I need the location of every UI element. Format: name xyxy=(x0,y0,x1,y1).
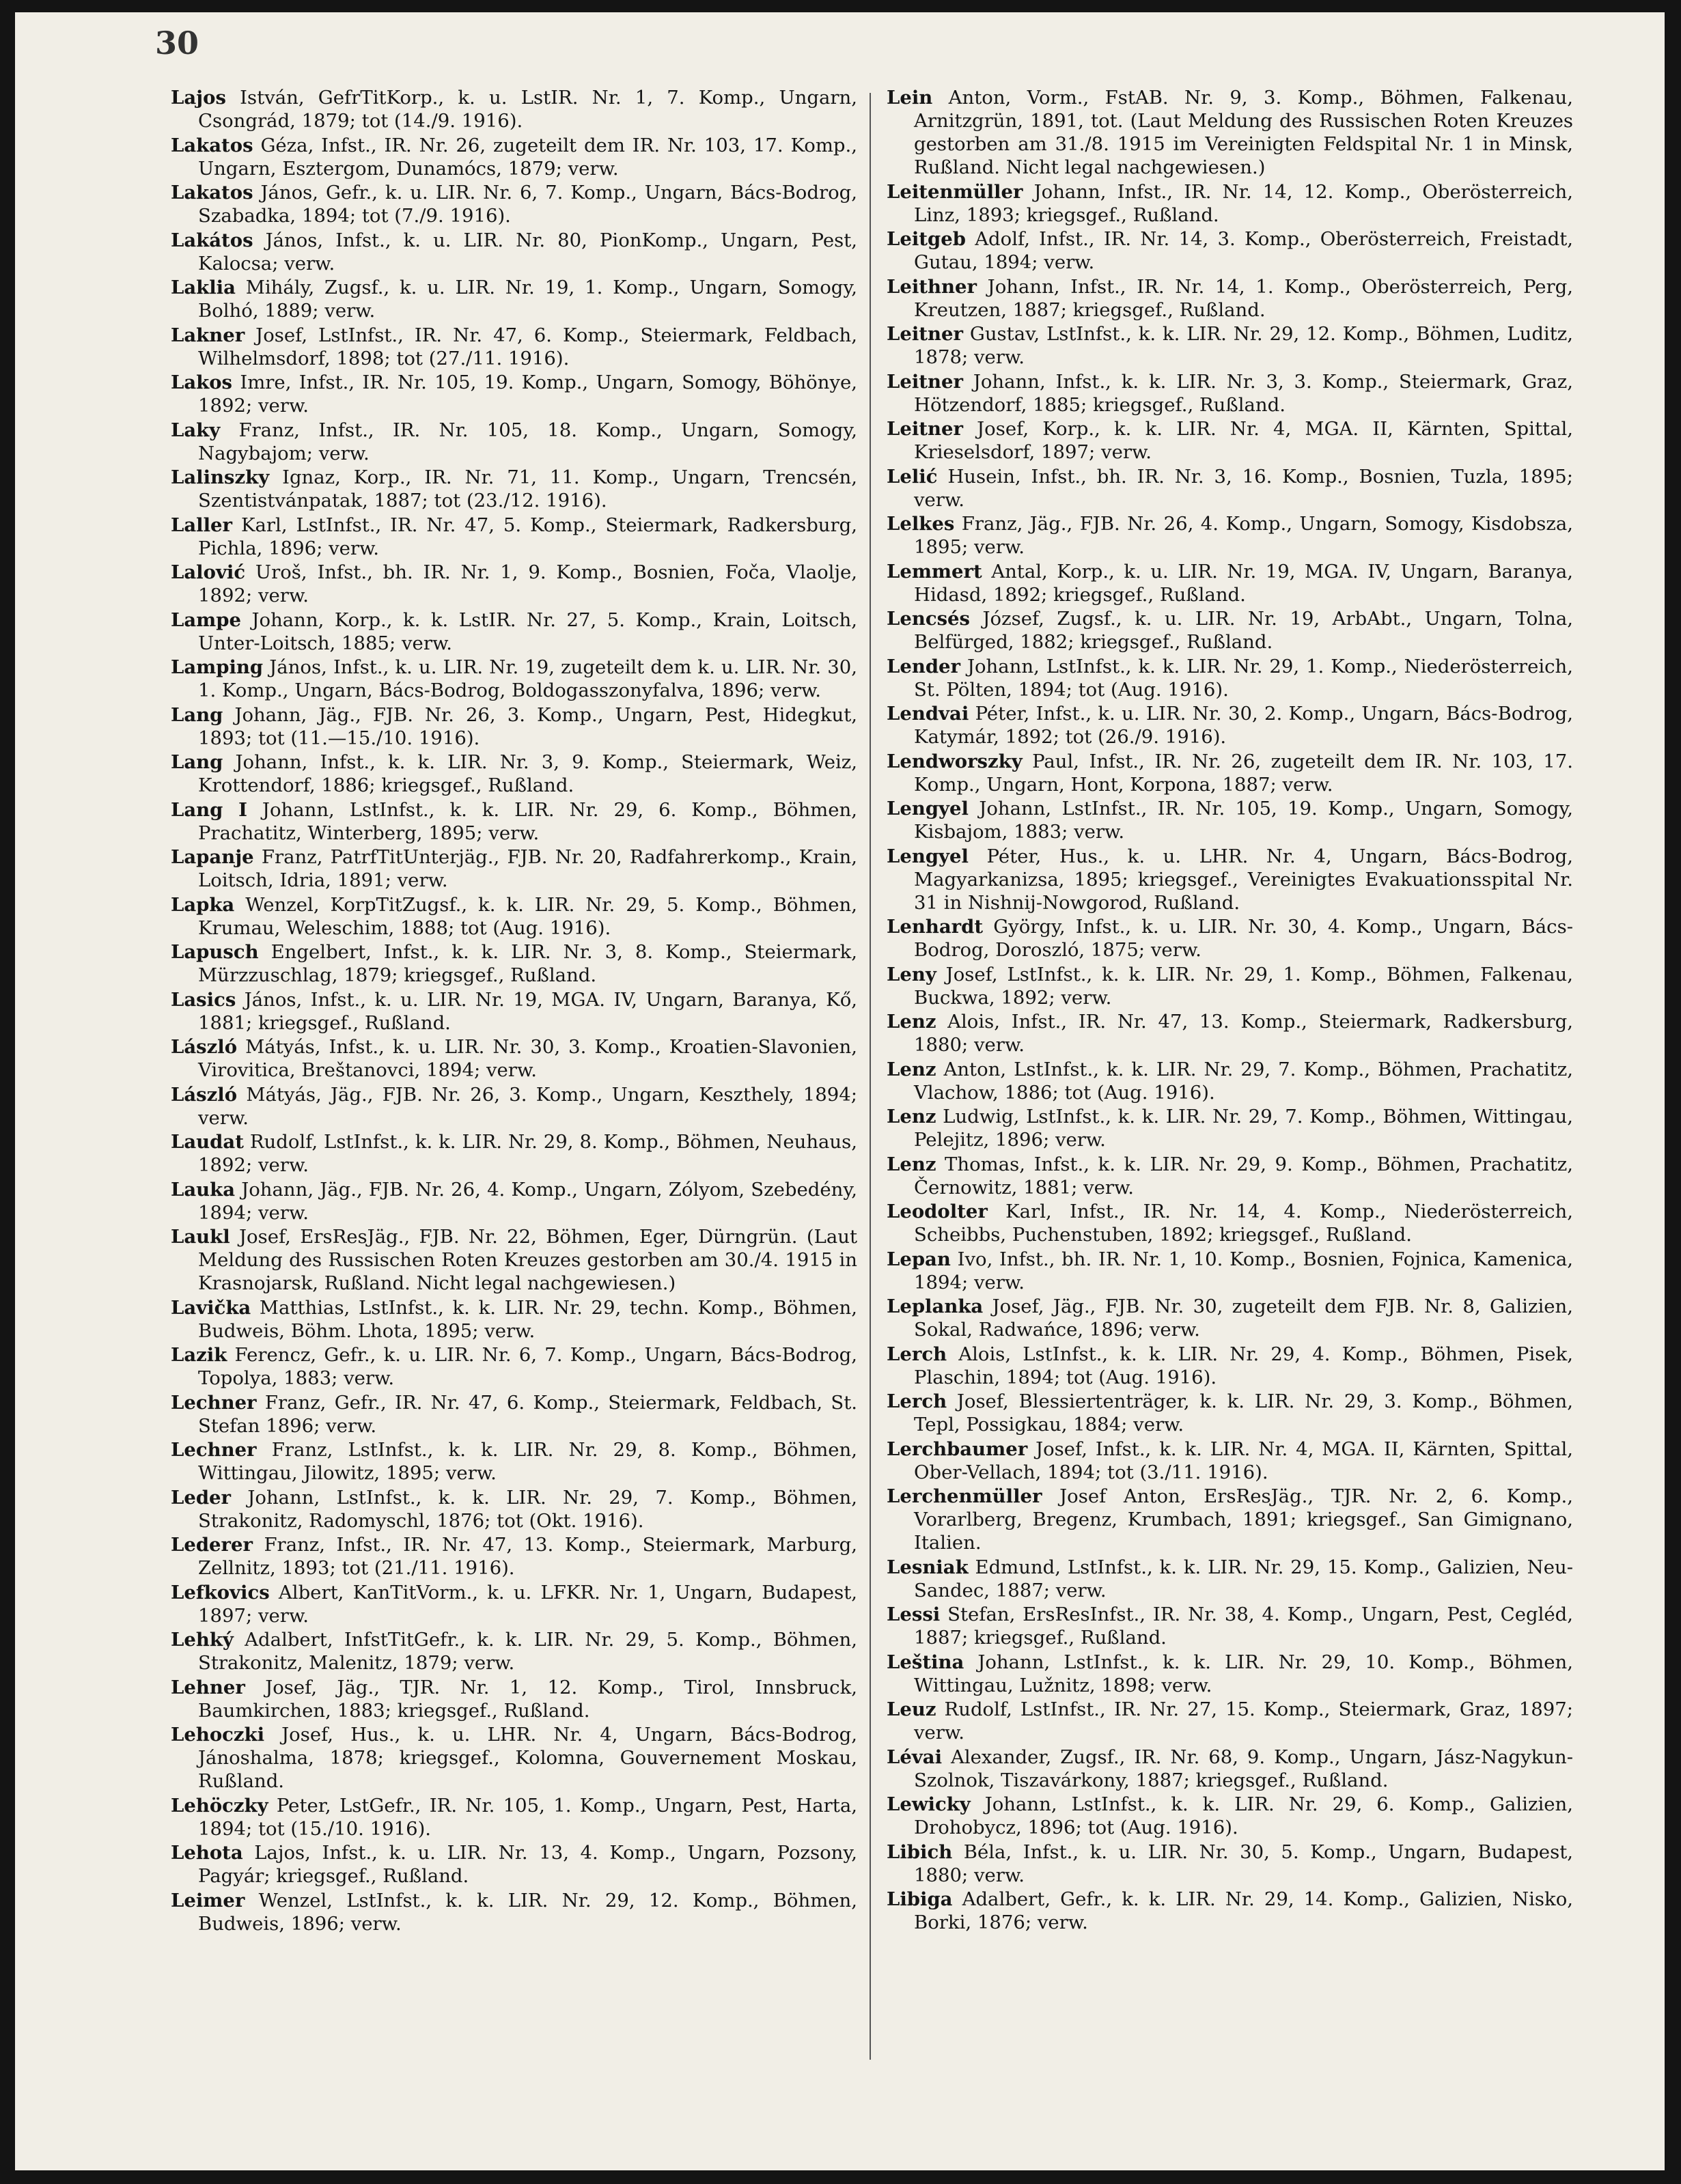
entry-details: Josef, Hus., k. u. LHR. Nr. 4, Ungarn, Bács-Bodrog, Jánoshalma, 1878; kriegsgef., Kolomna, Gouvernement Moskau, Rußland. xyxy=(198,1724,858,1792)
entry-surname: Leimer xyxy=(171,1889,245,1912)
entry-surname: Lengyel xyxy=(887,798,969,820)
list-entry xyxy=(171,1794,857,1840)
list-entry xyxy=(887,1485,1573,1554)
entry-surname: Leština xyxy=(887,1651,964,1673)
list-entry xyxy=(887,227,1573,274)
entry-surname: Lakner xyxy=(171,324,245,346)
entry-surname: Lakatos xyxy=(171,134,253,156)
entry-surname: Lerchbaumer xyxy=(887,1438,1028,1460)
entry-details: Franz, Infst., IR. Nr. 105, 18. Komp., Ungarn, Somogy, Nagybajom; verw. xyxy=(198,419,857,464)
list-entry xyxy=(887,180,1573,227)
entry-details: Péter, Hus., k. u. LHR. Nr. 4, Ungarn, Bács-Bodrog, Magyarkanizsa, 1895; kriegsgef., Vereinigtes Evakuationsspital Nr. 31 in Nishnij-Nowgorod, Rußland. xyxy=(914,845,1573,914)
entry-surname: Laller xyxy=(171,514,233,536)
entry-details: Ludwig, LstInfst., k. k. LIR. Nr. 29, 7. Komp., Böhmen, Wittingau, Pelejitz, 1896; verw. xyxy=(914,1106,1573,1151)
list-entry xyxy=(171,1130,857,1177)
entry-details: Josef, ErsResJäg., FJB. Nr. 22, Böhmen, Eger, Dürngrün. (Laut Meldung des Russischen Roten Kreuzes gestorben am 30./4. 1915 in Krasnojarsk, Rußland. Nicht legal nachgewiesen.) xyxy=(198,1226,858,1294)
entry-details: Rudolf, LstInfst., IR. Nr. 27, 15. Komp., Steiermark, Graz, 1897; verw. xyxy=(914,1698,1573,1744)
list-entry xyxy=(171,798,857,845)
entry-details: Franz, Infst., IR. Nr. 47, 13. Komp., Steiermark, Marburg, Zellnitz, 1893; tot (21./11. 1916). xyxy=(198,1534,857,1579)
entry-details: Paul, Infst., IR. Nr. 26, zugeteilt dem IR. Nr. 103, 17. Komp., Ungarn, Hont, Korpona, 1887; verw. xyxy=(914,750,1573,796)
list-entry xyxy=(887,86,1573,179)
entry-surname: Lencsés xyxy=(887,608,971,630)
entry-details: Josef, LstInfst., k. k. LIR. Nr. 29, 1. Komp., Böhmen, Falkenau, Buckwa, 1892; verw. xyxy=(914,963,1573,1009)
entry-surname: Libiga xyxy=(887,1888,953,1910)
entry-surname: Lender xyxy=(887,655,961,677)
list-entry xyxy=(171,181,857,227)
entry-surname: Lapka xyxy=(171,893,235,916)
list-entry xyxy=(887,1343,1573,1389)
entry-surname: Lendvai xyxy=(887,703,969,725)
entry-details: Adalbert, Gefr., k. k. LIR. Nr. 29, 14. Komp., Galizien, Nisko, Borki, 1876; verw. xyxy=(914,1888,1573,1933)
list-entry xyxy=(171,1723,857,1793)
entry-details: Edmund, LstInfst., k. k. LIR. Nr. 29, 15. Komp., Galizien, Neu-Sandec, 1887; verw. xyxy=(914,1556,1573,1601)
list-entry xyxy=(171,1841,857,1888)
entry-details: Antal, Korp., k. u. LIR. Nr. 19, MGA. IV, Ungarn, Baranya, Hidasd, 1892; kriegsgef., Rußland. xyxy=(914,560,1573,606)
list-entry xyxy=(887,1390,1573,1436)
entry-details: János, Infst., k. u. LIR. Nr. 19, zugeteilt dem k. u. LIR. Nr. 30, 1. Komp., Ungarn, Bács-Bodrog, Boldogasszonyfalva, 1896; verw. xyxy=(198,656,857,701)
entry-surname: Lederer xyxy=(171,1534,253,1556)
page-number: 30 xyxy=(155,25,199,61)
entry-surname: Lerch xyxy=(887,1390,947,1412)
entry-surname: Lenz xyxy=(887,1153,936,1175)
list-entry xyxy=(887,275,1573,322)
entry-surname: Lapanje xyxy=(171,846,254,868)
entry-surname: Lehký xyxy=(171,1629,234,1651)
entry-details: Rudolf, LstInfst., k. k. LIR. Nr. 29, 8. Komp., Böhmen, Neuhaus, 1892; verw. xyxy=(198,1131,857,1176)
entry-surname: Laukl xyxy=(171,1226,230,1248)
entry-surname: Lauka xyxy=(171,1178,236,1201)
entry-surname: Lakatos xyxy=(171,182,253,204)
list-entry xyxy=(887,702,1573,748)
entry-surname: Lein xyxy=(887,87,933,109)
entry-details: Thomas, Infst., k. k. LIR. Nr. 29, 9. Komp., Böhmen, Prachatitz, Černowitz, 1881; verw. xyxy=(914,1153,1573,1199)
entry-surname: Lavička xyxy=(171,1296,251,1319)
list-entry xyxy=(171,656,857,702)
list-entry xyxy=(171,86,857,132)
column-divider xyxy=(870,93,871,2060)
entry-details: Imre, Infst., IR. Nr. 105, 19. Komp., Ungarn, Somogy, Böhönye, 1892; verw. xyxy=(198,372,857,417)
entry-surname: Lechner xyxy=(171,1439,257,1461)
entry-surname: Libich xyxy=(887,1840,953,1863)
entry-details: Josef, Jäg., FJB. Nr. 30, zugeteilt dem FJB. Nr. 8, Galizien, Sokal, Radwańce, 1896; verw. xyxy=(914,1296,1573,1341)
entry-details: Johann, LstInfst., k. k. LIR. Nr. 29, 1. Komp., Niederösterreich, St. Pölten, 1894; tot (Aug. 1916). xyxy=(914,655,1573,701)
list-entry xyxy=(171,845,857,892)
entry-details: Lajos, Infst., k. u. LIR. Nr. 13, 4. Komp., Ungarn, Pozsony, Pagyár; kriegsgef., Rußland. xyxy=(198,1842,857,1887)
entry-surname: Lehota xyxy=(171,1842,243,1864)
entry-details: Peter, LstGefr., IR. Nr. 105, 1. Komp., Ungarn, Pest, Harta, 1894; tot (15./10. 1916). xyxy=(198,1794,857,1840)
list-entry xyxy=(171,608,857,655)
list-entry xyxy=(171,419,857,465)
entry-details: Adolf, Infst., IR. Nr. 14, 3. Komp., Oberösterreich, Freistadt, Gutau, 1894; verw. xyxy=(914,228,1573,273)
list-entry xyxy=(171,1343,857,1390)
entry-surname: Leuz xyxy=(887,1698,936,1720)
list-entry xyxy=(171,466,857,512)
entry-surname: Lengyel xyxy=(887,845,969,867)
book-page xyxy=(15,12,1665,2170)
entry-surname: Lenhardt xyxy=(887,916,984,938)
entry-surname: Laudat xyxy=(171,1131,244,1153)
entry-details: Béla, Infst., k. u. LIR. Nr. 30, 5. Komp., Ungarn, Budapest, 1880; verw. xyxy=(914,1840,1573,1886)
entry-surname: Lerchenmüller xyxy=(887,1485,1042,1507)
entry-details: Josef, Blessiertenträger, k. k. LIR. Nr. 29, 3. Komp., Böhmen, Tepl, Possigkau, 1884; verw. xyxy=(914,1390,1573,1436)
list-entry xyxy=(171,229,857,275)
entry-surname: László xyxy=(171,1083,238,1106)
entry-details: János, Gefr., k. u. LIR. Nr. 6, 7. Komp., Ungarn, Bács-Bodrog, Szabadka, 1894; tot (7./9. 1916). xyxy=(198,182,858,227)
entry-details: Alois, Infst., IR. Nr. 47, 13. Komp., Steiermark, Radkersburg, 1880; verw. xyxy=(914,1011,1573,1056)
entry-surname: Lenz xyxy=(887,1106,936,1128)
entry-surname: László xyxy=(171,1036,238,1058)
entry-surname: Lelkes xyxy=(887,513,955,535)
entry-surname: Lenz xyxy=(887,1011,936,1033)
entry-surname: Lazik xyxy=(171,1344,227,1366)
list-entry xyxy=(887,915,1573,962)
entry-details: Wenzel, KorpTitZugsf., k. k. LIR. Nr. 29, 5. Komp., Böhmen, Krumau, Weleschim, 1888; tot (Aug. 1916). xyxy=(198,893,857,939)
entry-surname: Lehoczki xyxy=(171,1724,265,1746)
list-entry xyxy=(171,940,857,987)
entry-details: Johann, Korp., k. k. LstIR. Nr. 27, 5. Komp., Krain, Loitsch, Unter-Loitsch, 1885; verw. xyxy=(198,608,857,654)
list-entry xyxy=(887,512,1573,559)
entry-surname: Lemmert xyxy=(887,560,982,583)
list-entry xyxy=(887,607,1573,654)
list-entry xyxy=(171,1628,857,1675)
entry-surname: Lakos xyxy=(171,372,233,393)
entry-details: Karl, Infst., IR. Nr. 14, 4. Komp., Niederösterreich, Scheibbs, Puchenstuben, 1892; kriegsgef., Rußland. xyxy=(914,1201,1573,1246)
entry-surname: Laklia xyxy=(171,277,236,298)
list-entry xyxy=(171,1438,857,1485)
entry-surname: Leny xyxy=(887,963,936,985)
entry-details: Johann, LstInfst., k. k. LIR. Nr. 29, 10. Komp., Böhmen, Wittingau, Lužnitz, 1898; verw. xyxy=(914,1651,1573,1696)
list-entry xyxy=(171,134,857,180)
entry-surname: Leitner xyxy=(887,323,963,345)
entry-details: Wenzel, LstInfst., k. k. LIR. Nr. 29, 12. Komp., Böhmen, Budweis, 1896; verw. xyxy=(198,1889,857,1935)
entry-surname: Leitner xyxy=(887,370,963,393)
entry-details: Johann, Infst., IR. Nr. 14, 1. Komp., Oberösterreich, Perg, Kreutzen, 1887; kriegsgef., Rußland. xyxy=(914,275,1573,321)
entry-details: Franz, Jäg., FJB. Nr. 26, 4. Komp., Ungarn, Somogy, Kisdobsza, 1895; verw. xyxy=(914,513,1573,558)
list-entry xyxy=(171,1486,857,1532)
entry-details: Josef, Jäg., TJR. Nr. 1, 12. Komp., Tirol, Innsbruck, Baumkirchen, 1883; kriegsgef., Rußland. xyxy=(198,1676,857,1722)
entry-details: Engelbert, Infst., k. k. LIR. Nr. 3, 8. Komp., Steiermark, Mürzzuschlag, 1879; kriegsgef., Rußland. xyxy=(198,941,857,986)
entry-details: János, Infst., k. u. LIR. Nr. 80, PionKomp., Ungarn, Pest, Kalocsa; verw. xyxy=(198,229,857,275)
entry-details: Adalbert, InfstTitGefr., k. k. LIR. Nr. 29, 5. Komp., Böhmen, Strakonitz, Malenitz, 1879; verw. xyxy=(198,1629,857,1674)
entry-surname: Laky xyxy=(171,419,221,441)
entry-surname: Lasics xyxy=(171,988,236,1011)
entry-surname: Lepan xyxy=(887,1248,951,1270)
list-entry xyxy=(171,561,857,607)
list-entry xyxy=(887,322,1573,369)
list-entry xyxy=(887,1556,1573,1602)
list-entry xyxy=(171,514,857,560)
list-entry xyxy=(887,750,1573,796)
entry-details: Uroš, Infst., bh. IR. Nr. 1, 9. Komp., Bosnien, Foča, Vlaolje, 1892; verw. xyxy=(198,561,857,606)
entry-details: Franz, Gefr., IR. Nr. 47, 6. Komp., Steiermark, Feldbach, St. Stefan 1896; verw. xyxy=(198,1391,857,1437)
entry-details: György, Infst., k. u. LIR. Nr. 30, 4. Komp., Ungarn, Bács-Bodrog, Doroszló, 1875; verw. xyxy=(914,916,1573,961)
list-entry xyxy=(171,751,857,797)
entry-surname: Lewicky xyxy=(887,1793,971,1815)
entry-surname: Lalović xyxy=(171,561,246,583)
list-entry xyxy=(887,417,1573,464)
list-entry xyxy=(171,371,857,417)
list-entry xyxy=(887,1153,1573,1199)
entry-details: Husein, Infst., bh. IR. Nr. 3, 16. Komp., Bosnien, Tuzla, 1895; verw. xyxy=(914,465,1573,511)
entry-details: Johann, Infst., k. k. LIR. Nr. 3, 3. Komp., Steiermark, Graz, Hötzendorf, 1885; kriegsgef., Rußland. xyxy=(914,370,1573,416)
list-entry xyxy=(887,1793,1573,1839)
entry-surname: Leder xyxy=(171,1486,232,1509)
entry-details: Karl, LstInfst., IR. Nr. 47, 5. Komp., Steiermark, Radkersburg, Pichla, 1896; verw. xyxy=(198,514,858,559)
list-entry xyxy=(171,1178,857,1224)
list-entry xyxy=(887,845,1573,914)
entry-details: Anton, Vorm., FstAB. Nr. 9, 3. Komp., Böhmen, Falkenau, Arnitzgrün, 1891, tot. (Laut Meldung des Russischen Roten Kreuzes gestorben am 31./8. 1915 im Vereinigten Feldspital Nr. 1 in Minsk, Rußland. Nicht legal nachgewiesen.) xyxy=(914,87,1573,178)
entry-surname: Lapusch xyxy=(171,941,259,963)
list-entry xyxy=(171,703,857,750)
entry-details: Mihály, Zugsf., k. u. LIR. Nr. 19, 1. Komp., Ungarn, Somogy, Bolhó, 1889; verw. xyxy=(198,277,857,322)
list-entry xyxy=(887,1295,1573,1341)
entry-surname: Leodolter xyxy=(887,1201,988,1222)
entry-details: Alois, LstInfst., k. k. LIR. Nr. 29, 4. Komp., Böhmen, Pisek, Plaschin, 1894; tot (Aug. 1916). xyxy=(914,1343,1573,1388)
list-entry xyxy=(887,1603,1573,1649)
entry-surname: Lang I xyxy=(171,798,247,821)
list-entry xyxy=(887,465,1573,512)
right-column xyxy=(887,86,1573,1935)
entry-details: József, Zugsf., k. u. LIR. Nr. 19, ArbAbt., Ungarn, Tolna, Belfürged, 1882; kriegsgef., Rußland. xyxy=(914,608,1573,653)
entry-details: Johann, Infst., IR. Nr. 14, 12. Komp., Oberösterreich, Linz, 1893; kriegsgef., Rußland. xyxy=(914,180,1574,226)
list-entry xyxy=(887,1058,1573,1104)
list-entry xyxy=(887,1248,1573,1294)
entry-surname: Lehner xyxy=(171,1676,245,1698)
list-entry xyxy=(171,893,857,940)
entry-surname: Leithner xyxy=(887,275,977,298)
list-entry xyxy=(171,1581,857,1627)
entry-details: Johann, LstInfst., k. k. LIR. Nr. 29, 6. Komp., Galizien, Drohobycz, 1896; tot (Aug. 1916). xyxy=(914,1793,1573,1838)
entry-details: Johann, LstInfst., k. k. LIR. Nr. 29, 6. Komp., Böhmen, Prachatitz, Winterberg, 1895; verw. xyxy=(198,798,857,844)
entry-details: Stefan, ErsResInfst., IR. Nr. 38, 4. Komp., Ungarn, Pest, Cegléd, 1887; kriegsgef., Rußland. xyxy=(914,1604,1573,1649)
entry-surname: Lakátos xyxy=(171,229,253,251)
entry-details: Josef, Infst., k. k. LIR. Nr. 4, MGA. II, Kärnten, Spittal, Ober-Vellach, 1894; tot (3./11. 1916). xyxy=(914,1438,1573,1483)
entry-surname: Lang xyxy=(171,703,223,726)
entry-surname: Lehöczky xyxy=(171,1794,268,1817)
list-entry xyxy=(887,1010,1573,1056)
entry-surname: Leplanka xyxy=(887,1296,984,1317)
entry-details: Johann, LstInfst., IR. Nr. 105, 19. Komp., Ungarn, Somogy, Kisbajom, 1883; verw. xyxy=(914,798,1574,843)
list-entry xyxy=(171,324,857,370)
entry-surname: Lang xyxy=(171,751,223,773)
entry-details: Franz, LstInfst., k. k. LIR. Nr. 29, 8. Komp., Böhmen, Wittingau, Jilowitz, 1895; verw. xyxy=(198,1439,857,1484)
entry-details: Anton, LstInfst., k. k. LIR. Nr. 29, 7. Komp., Böhmen, Prachatitz, Vlachow, 1886; tot (Aug. 1916). xyxy=(914,1058,1573,1104)
entry-details: Johann, Jäg., FJB. Nr. 26, 3. Komp., Ungarn, Pest, Hidegkut, 1893; tot (11.—15./10. 1916). xyxy=(198,703,857,749)
entry-details: Alexander, Zugsf., IR. Nr. 68, 9. Komp., Ungarn, Jász-Nagykun-Szolnok, Tiszavárkony, 1887; kriegsgef., Rußland. xyxy=(914,1746,1573,1791)
list-entry xyxy=(171,1676,857,1722)
entry-surname: Lessi xyxy=(887,1604,941,1625)
entry-surname: Lampe xyxy=(171,608,241,631)
entry-details: Josef Anton, ErsResJäg., TJR. Nr. 2, 6. Komp., Vorarlberg, Bregenz, Krumbach, 1891; kriegsgef., San Gimignano, Italien. xyxy=(914,1485,1573,1554)
list-entry xyxy=(887,1438,1573,1484)
entry-details: Ferencz, Gefr., k. u. LIR. Nr. 6, 7. Komp., Ungarn, Bács-Bodrog, Topolya, 1883; verw. xyxy=(198,1344,857,1389)
entry-details: Albert, KanTitVorm., k. u. LFKR. Nr. 1, Ungarn, Budapest, 1897; verw. xyxy=(198,1581,857,1627)
list-entry xyxy=(887,655,1573,701)
entry-details: Mátyás, Jäg., FJB. Nr. 26, 3. Komp., Ungarn, Keszthely, 1894; verw. xyxy=(198,1083,857,1129)
entry-surname: Leitgeb xyxy=(887,228,966,250)
entry-details: Péter, Infst., k. u. LIR. Nr. 30, 2. Komp., Ungarn, Bács-Bodrog, Katymár, 1892; tot (26./9. 1916). xyxy=(914,703,1573,748)
entry-surname: Lenz xyxy=(887,1058,936,1080)
list-entry xyxy=(171,1035,857,1082)
list-entry xyxy=(171,276,857,322)
entry-details: Mátyás, Infst., k. u. LIR. Nr. 30, 3. Komp., Kroatien-Slavonien, Virovitica, Breštanovci, 1894; verw. xyxy=(198,1036,857,1081)
entry-surname: Lalinszky xyxy=(171,466,270,488)
entry-details: Franz, PatrfTitUnterjäg., FJB. Nr. 20, Radfahrerkomp., Krain, Loitsch, Idria, 1891; verw. xyxy=(198,846,857,891)
list-entry xyxy=(887,1651,1573,1697)
entry-surname: Lamping xyxy=(171,656,264,678)
entry-details: István, GefrTitKorp., k. u. LstIR. Nr. 1, 7. Komp., Ungarn, Csongrád, 1879; tot (14./9. 1916). xyxy=(198,87,857,132)
list-entry xyxy=(887,1698,1573,1744)
entry-surname: Lefkovics xyxy=(171,1581,270,1604)
entry-surname: Leitner xyxy=(887,418,963,440)
list-entry xyxy=(887,560,1573,606)
list-entry xyxy=(171,988,857,1035)
left-column xyxy=(171,86,857,1936)
list-entry xyxy=(171,1296,857,1343)
list-entry xyxy=(171,1391,857,1438)
entry-details: Matthias, LstInfst., k. k. LIR. Nr. 29, techn. Komp., Böhmen, Budweis, Böhm. Lhota, 1895; verw. xyxy=(198,1296,857,1342)
entry-surname: Lelić xyxy=(887,465,938,488)
entry-surname: Lesniak xyxy=(887,1556,969,1578)
list-entry xyxy=(887,1840,1573,1887)
entry-surname: Lendworszky xyxy=(887,750,1023,772)
entry-details: Josef, Korp., k. k. LIR. Nr. 4, MGA. II, Kärnten, Spittal, Krieselsdorf, 1897; verw. xyxy=(914,418,1573,463)
entry-details: Ignaz, Korp., IR. Nr. 71, 11. Komp., Ungarn, Trencsén, Szentistvánpatak, 1887; tot (23./12. 1916). xyxy=(198,466,857,512)
list-entry xyxy=(171,1083,857,1130)
entry-details: Josef, LstInfst., IR. Nr. 47, 6. Komp., Steiermark, Feldbach, Wilhelmsdorf, 1898; tot (27./11. 1916). xyxy=(198,324,857,369)
entry-details: János, Infst., k. u. LIR. Nr. 19, MGA. IV, Ungarn, Baranya, Kő, 1881; kriegsgef., Rußland. xyxy=(198,988,857,1034)
entry-details: Géza, Infst., IR. Nr. 26, zugeteilt dem IR. Nr. 103, 17. Komp., Ungarn, Esztergom, Dunamócs, 1879; verw. xyxy=(198,134,857,180)
list-entry xyxy=(171,1533,857,1580)
entry-surname: Leitenmüller xyxy=(887,180,1023,203)
entry-surname: Lévai xyxy=(887,1746,943,1768)
list-entry xyxy=(887,797,1573,843)
list-entry xyxy=(887,370,1573,417)
entry-details: Johann, Jäg., FJB. Nr. 26, 4. Komp., Ungarn, Zólyom, Szebedény, 1894; verw. xyxy=(198,1178,858,1224)
entry-surname: Lerch xyxy=(887,1343,947,1365)
list-entry xyxy=(887,1746,1573,1792)
list-entry xyxy=(887,1200,1573,1246)
list-entry xyxy=(887,1105,1573,1151)
list-entry xyxy=(887,963,1573,1009)
entry-details: Ivo, Infst., bh. IR. Nr. 1, 10. Komp., Bosnien, Fojnica, Kamenica, 1894; verw. xyxy=(914,1248,1573,1293)
list-entry xyxy=(171,1889,857,1935)
list-entry xyxy=(887,1888,1573,1934)
entry-details: Johann, Infst., k. k. LIR. Nr. 3, 9. Komp., Steiermark, Weiz, Krottendorf, 1886; kriegsgef., Rußland. xyxy=(198,751,857,796)
entry-details: Johann, LstInfst., k. k. LIR. Nr. 29, 7. Komp., Böhmen, Strakonitz, Radomyschl, 1876; tot (Okt. 1916). xyxy=(198,1486,858,1532)
entry-surname: Lechner xyxy=(171,1391,257,1414)
list-entry xyxy=(171,1225,857,1295)
entry-surname: Lajos xyxy=(171,87,226,109)
entry-details: Gustav, LstInfst., k. k. LIR. Nr. 29, 12. Komp., Böhmen, Luditz, 1878; verw. xyxy=(914,323,1573,368)
